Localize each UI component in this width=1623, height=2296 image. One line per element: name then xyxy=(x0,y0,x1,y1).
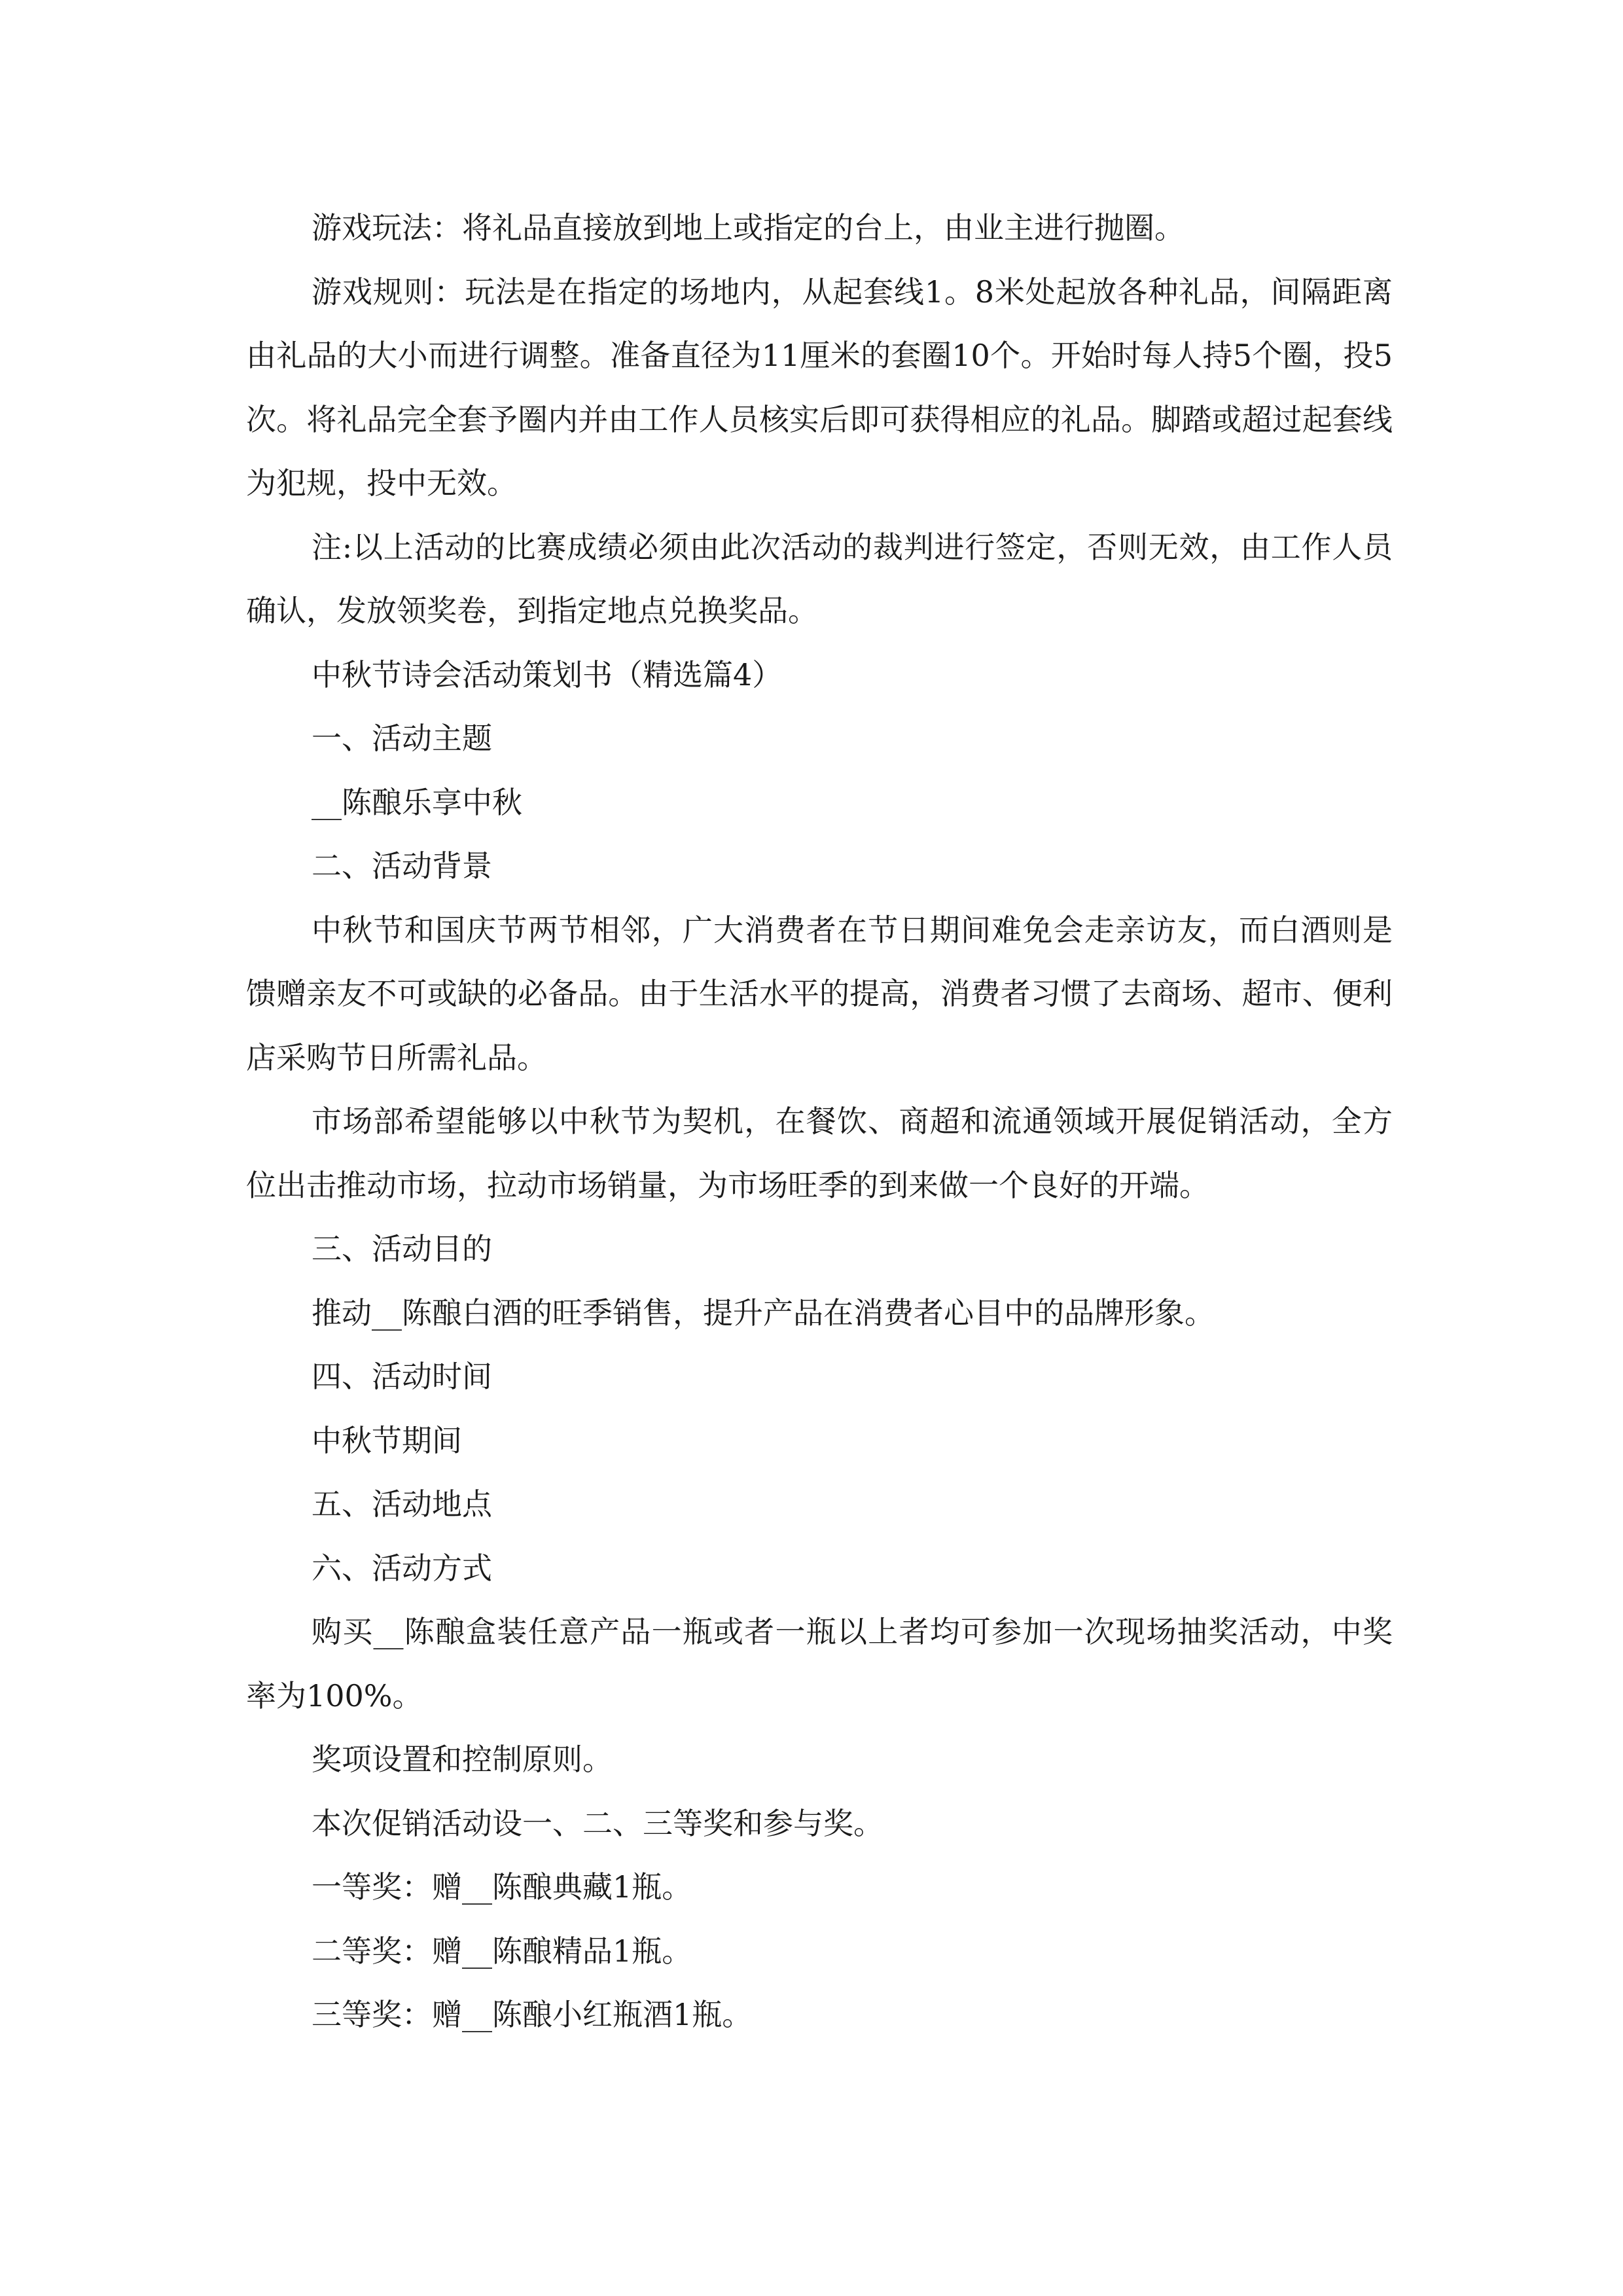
paragraph-time: 中秋节期间 xyxy=(312,1422,462,1458)
paragraph-background-2: 市场部希望能够以中秋节为契机，在餐饮、商超和流通领域开展促销活动，全方位出击推动市场，拉动市场销量，为市场旺季的到来做一个良好的开端。 xyxy=(246,1103,1393,1203)
paragraph-second-prize: 二等奖：赠__陈酿精品1瓶。 xyxy=(312,1933,692,1969)
paragraph-background-1: 中秋节和国庆节两节相邻，广大消费者在节日期间难免会走亲访友，而白酒则是馈赠亲友不可或缺的必备品。由于生活水平的提高，消费者习惯了去商场、超市、便利店采购节日所需礼品。 xyxy=(246,912,1393,1075)
heading-activity-background: 二、活动背景 xyxy=(312,848,492,884)
paragraph-theme: __陈酿乐享中秋 xyxy=(312,784,522,820)
heading-activity-location: 五、活动地点 xyxy=(312,1486,492,1522)
paragraph-third-prize: 三等奖：赠__陈酿小红瓶酒1瓶。 xyxy=(312,1997,753,2032)
document-body xyxy=(246,196,1393,2047)
heading-activity-theme: 一、活动主题 xyxy=(312,721,492,756)
heading-activity-purpose: 三、活动目的 xyxy=(312,1231,492,1266)
heading-activity-time: 四、活动时间 xyxy=(312,1359,492,1394)
paragraph-note: 注:以上活动的比赛成绩必须由此次活动的裁判进行签定，否则无效，由工作人员确认，发放领奖卷，到指定地点兑换奖品。 xyxy=(246,529,1393,628)
paragraph-game-method: 游戏玩法：将礼品直接放到地上或指定的台上，由业主进行抛圈。 xyxy=(312,210,1185,245)
paragraph-prize-levels: 本次促销活动设一、二、三等奖和参与奖。 xyxy=(312,1805,883,1841)
paragraph-purpose: 推动__陈酿白酒的旺季销售，提升产品在消费者心目中的品牌形象。 xyxy=(312,1295,1215,1331)
paragraph-prize-principle: 奖项设置和控制原则。 xyxy=(312,1742,613,1777)
heading-activity-method: 六、活动方式 xyxy=(312,1550,492,1586)
paragraph-first-prize: 一等奖：赠__陈酿典藏1瓶。 xyxy=(312,1869,692,1905)
paragraph-method: 购买__陈酿盒装任意产品一瓶或者一瓶以上者均可参加一次现场抽奖活动，中奖率为100%。 xyxy=(246,1614,1393,1713)
paragraph-game-rules: 游戏规则：玩法是在指定的场地内，从起套线1。8米处起放各种礼品，间隔距离由礼品的大小而进行调整。准备直径为11厘米的套圈10个。开始时每人持5个圈，投5次。将礼品完全套予圈内并由工作人员核实后即可获得相应的礼品。脚踏或超过起套线为犯规，投中无效。 xyxy=(246,274,1393,501)
section-title: 中秋节诗会活动策划书（精选篇4） xyxy=(312,656,783,692)
